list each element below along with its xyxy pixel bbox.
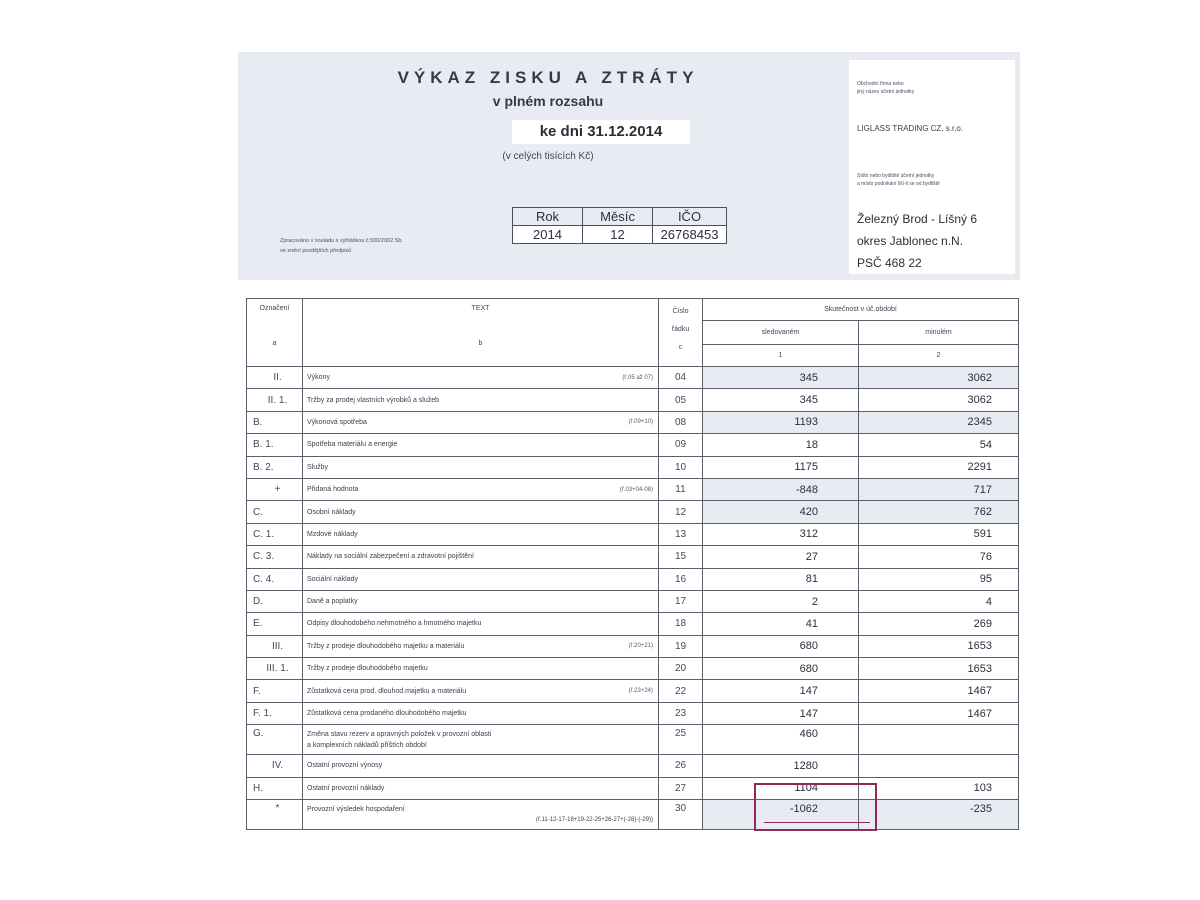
table-row [247,800,1019,830]
row-line-number: 26 [659,755,703,777]
company-address-label [857,172,1007,188]
row-text [303,389,659,411]
row-line-number: 09 [659,434,703,456]
row-current-value: 147 [703,702,859,724]
row-text-label: Tržby z prodeje dlouhodobého majetku a materiálu [307,642,465,650]
row-line-number: 12 [659,501,703,523]
table-row [247,456,1019,478]
row-text-label: Výkonová spotřeba [307,418,367,426]
row-formula: (ř.05 až 07) [622,374,653,381]
row-line-number: 05 [659,389,703,411]
row-previous-value: 1467 [859,680,1019,702]
table-row [247,777,1019,799]
table-header-row-1 [247,299,1019,321]
row-text-label: Tržby z prodeje dlouhodobého majetku [307,665,428,673]
table-row [247,501,1019,523]
row-current-value: 1280 [703,755,859,777]
row-previous-value: 76 [859,546,1019,568]
row-previous-value: 54 [859,434,1019,456]
id-header-year: Rok [513,208,583,226]
row-text [303,725,659,755]
row-text [303,367,659,389]
company-address-label-line-1: Sídlo nebo bydliště účetní jednotky [857,173,935,179]
legal-note-line-2: ve znění pozdějších předpisů [280,248,352,254]
row-previous-value: 1653 [859,658,1019,680]
row-text [303,658,659,680]
row-mark: IV. [247,755,303,777]
row-line-number: 17 [659,590,703,612]
report-header [238,52,1020,280]
report-subtitle: v plném rozsahu [492,93,604,109]
row-mark: B. 1. [247,434,303,456]
row-text-label: Zůstatková cena prodaného dlouhodobého majetku [307,710,467,718]
row-mark: C. 4. [247,568,303,590]
row-line-number: 27 [659,777,703,799]
table-row [247,546,1019,568]
row-line-number: 11 [659,478,703,500]
row-current-value: 680 [703,658,859,680]
table-row [247,702,1019,724]
col-header-mark [247,299,303,367]
row-text [303,680,659,702]
table-row [247,389,1019,411]
row-text-label: Spotřeba materiálu a energie [307,441,398,449]
row-text-label: Osobní náklady [307,508,356,516]
row-current-value: 460 [703,725,859,755]
row-mark: C. [247,501,303,523]
row-text-label: Náklady na sociální zabezpečení a zdravotní pojištění [307,553,474,561]
row-text [303,613,659,635]
row-text-label: Daně a poplatky [307,598,358,606]
row-line-number: 30 [659,800,703,830]
row-mark: B. 2. [247,456,303,478]
row-mark: B. [247,411,303,433]
row-current-value: 2 [703,590,859,612]
row-previous-value: 3062 [859,367,1019,389]
col-header-text-label: TEXT [471,305,490,312]
col-number-1: 1 [703,345,859,367]
row-text-label: Výkony [307,374,330,382]
row-line-number: 22 [659,680,703,702]
row-previous-value: -235 [859,800,1019,830]
company-name-label-line-1: Obchodní firma nebo [857,81,904,87]
table-row [247,590,1019,612]
row-current-value: 27 [703,546,859,568]
row-line-number: 23 [659,702,703,724]
id-header-month: Měsíc [583,208,653,226]
row-current-value: 147 [703,680,859,702]
table-row [247,434,1019,456]
row-line-number: 10 [659,456,703,478]
row-mark: D. [247,590,303,612]
table-row [247,478,1019,500]
row-text [303,590,659,612]
company-name: LIGLASS TRADING CZ, s.r.o. [857,124,964,133]
row-current-value: 312 [703,523,859,545]
row-text [303,755,659,777]
row-line-number: 04 [659,367,703,389]
row-line-number: 25 [659,725,703,755]
highlight-underline [764,822,870,823]
row-text-label: Ostatní provozní náklady [307,784,385,792]
company-address-line-3: PSČ 468 22 [857,256,922,270]
row-text-label: Ostatní provozní výnosy [307,762,383,770]
company-address-line-1: Železný Brod - Líšný 6 [857,212,978,226]
row-current-value: 345 [703,367,859,389]
table-row [247,658,1019,680]
row-mark: H. [247,777,303,799]
row-text [303,434,659,456]
row-text [303,777,659,799]
id-value-year: 2014 [513,226,583,244]
company-address-line-2: okres Jablonec n.N. [857,234,964,248]
row-text [303,501,659,523]
id-header-ico: IČO [653,208,727,226]
row-mark: * [247,800,303,830]
row-line-number: 16 [659,568,703,590]
row-formula: (ř.03+04-08) [619,486,653,493]
row-previous-value [859,725,1019,755]
legal-note [280,236,500,256]
row-previous-value: 3062 [859,389,1019,411]
table-body [247,367,1019,830]
row-current-value: 18 [703,434,859,456]
row-text [303,411,659,433]
row-mark: II. [247,367,303,389]
id-value-ico: 26768453 [653,226,727,244]
row-previous-value: 2291 [859,456,1019,478]
row-line-number: 15 [659,546,703,568]
row-previous-value: 4 [859,590,1019,612]
row-mark: F. 1. [247,702,303,724]
col-letter-b: b [478,340,483,347]
row-text [303,635,659,657]
row-mark: C. 3. [247,546,303,568]
row-formula: (ř.23+24) [628,688,653,695]
table-row [247,411,1019,433]
row-text-label: Služby [307,463,329,471]
row-text-label: Provozní výsledek hospodaření [307,805,405,813]
row-text-label: Odpisy dlouhodobého nehmotného a hmotného majetku [307,620,482,628]
row-mark: III. [247,635,303,657]
row-mark: II. 1. [247,389,303,411]
row-current-value: 420 [703,501,859,523]
company-address-label-line-2: a místo podnikání liší-li se od bydliště [857,181,940,187]
row-previous-value: 1653 [859,635,1019,657]
row-previous-value: 103 [859,777,1019,799]
company-info-box [849,60,1015,274]
table-row [247,367,1019,389]
row-text-label: Mzdové náklady [307,530,358,538]
row-mark: E. [247,613,303,635]
id-value-month: 12 [583,226,653,244]
row-current-value: -848 [703,478,859,500]
row-mark: III. 1. [247,658,303,680]
table-row [247,635,1019,657]
row-text [303,546,659,568]
row-current-value: 1175 [703,456,859,478]
row-current-value: 680 [703,635,859,657]
row-previous-value: 269 [859,613,1019,635]
row-current-value: 81 [703,568,859,590]
row-current-value: 41 [703,613,859,635]
col-header-period: Skutečnost v úč.období [703,299,1019,321]
row-line-number: 13 [659,523,703,545]
report-date: ke dni 31.12.2014 [512,120,690,144]
legal-note-line-1: Zpracováno v souladu s vyhláškou č.500/2002 Sb. [280,238,403,244]
row-text-label: Tržby za prodej vlastních výrobků a služeb [307,396,440,404]
row-text [303,523,659,545]
col-number-2: 2 [859,345,1019,367]
row-current-value: -1062 [703,800,859,830]
row-previous-value [859,755,1019,777]
row-previous-value: 2345 [859,411,1019,433]
row-formula: (ř.09+10) [628,419,653,426]
col-header-previous: minulém [859,321,1019,345]
row-mark: + [247,478,303,500]
row-current-value: 1193 [703,411,859,433]
table-row [247,523,1019,545]
table-row [247,568,1019,590]
row-text [303,568,659,590]
row-text [303,478,659,500]
table-row [247,613,1019,635]
col-letter-a: a [272,340,277,347]
row-text-label: Sociální náklady [307,575,358,583]
row-mark: C. 1. [247,523,303,545]
col-header-current: sledovaném [703,321,859,345]
row-line-number: 18 [659,613,703,635]
row-text [303,702,659,724]
report-title: VÝKAZ ZISKU A ZTRÁTY [397,68,699,87]
row-line-number: 20 [659,658,703,680]
row-line-number: 19 [659,635,703,657]
table-row [247,725,1019,755]
income-statement-table [246,298,1019,830]
report-units: (v celých tisících Kč) [502,151,594,162]
row-previous-value: 1467 [859,702,1019,724]
table-row [247,755,1019,777]
row-previous-value: 591 [859,523,1019,545]
col-header-line-label-2: řádku [671,326,690,333]
row-current-value: 1104 [703,777,859,799]
row-text-label-2: a komplexních nákladů příštích období [307,741,427,749]
row-text [303,800,659,830]
highlight-box [754,783,877,831]
row-text-label: Zůstatková cena prod. dlouhod.majetku a materiálu [307,687,467,695]
identification-table [512,207,727,244]
row-text-label: Přidaná hodnota [307,486,359,494]
company-name-label-line-2: jiný název účetní jednotky [857,89,915,95]
col-header-line-label-1: Číslo [672,308,689,315]
row-formula: (ř.20+21) [628,643,653,650]
table-row [247,680,1019,702]
col-header-text [303,299,659,367]
col-letter-c: c [678,344,683,351]
company-name-label [857,80,1007,96]
row-mark: G. [247,725,303,755]
row-mark: F. [247,680,303,702]
row-current-value: 345 [703,389,859,411]
row-line-number: 08 [659,411,703,433]
row-text [303,456,659,478]
col-header-mark-label: Označení [259,305,290,312]
row-previous-value: 717 [859,478,1019,500]
row-previous-value: 95 [859,568,1019,590]
col-header-line [659,299,703,367]
row-text-label: Změna stavu rezerv a opravných položek v provozní oblasti [307,730,492,738]
row-previous-value: 762 [859,501,1019,523]
row-text-label-2: (ř.11-12-17-18+19-22-25+26-27+(-28)-(-29)) [535,816,653,823]
